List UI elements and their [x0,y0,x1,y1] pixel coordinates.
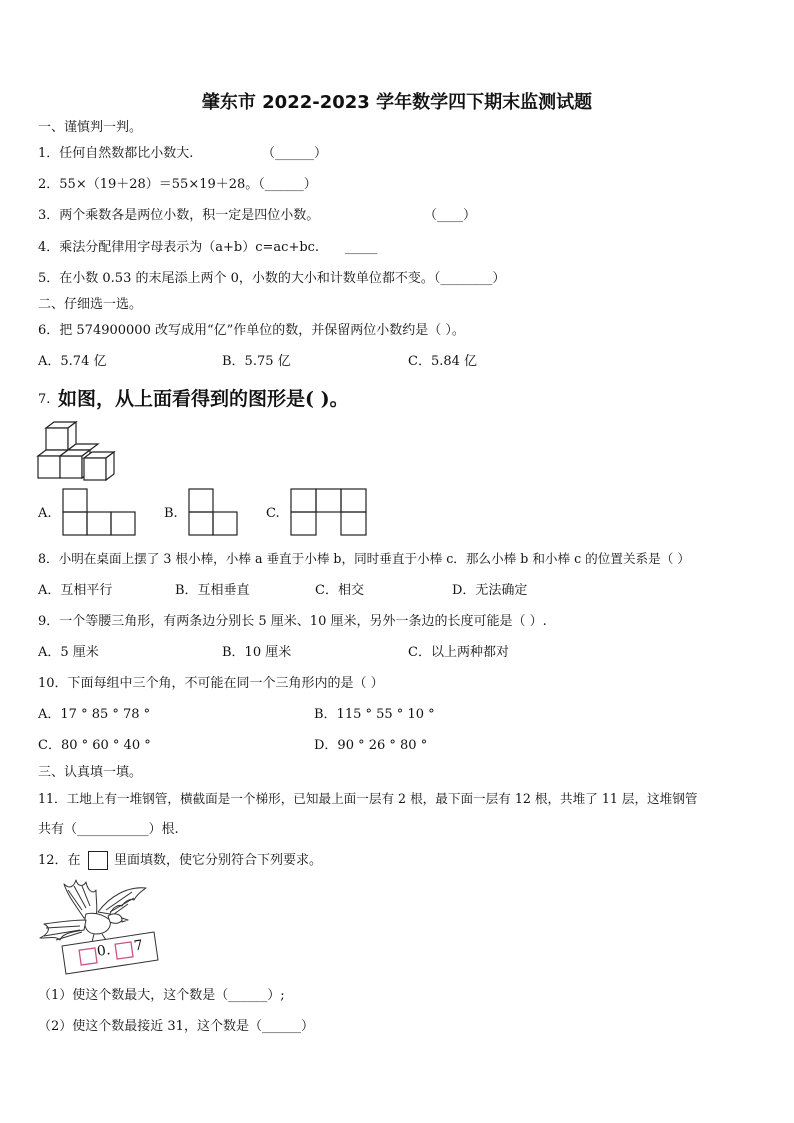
question-1-blank[interactable]: （______） [262,146,328,161]
question-11-line-2: 共有（___________）根. [38,822,179,837]
question-7: 如图，从上面看得到的图形是( )。 [58,388,349,410]
page-title: 肇东市 2022-2023 学年数学四下期末监测试题 [201,92,593,113]
question-12-sub-1: （1）使这个数最大，这个数是（______）; [38,988,285,1003]
cube-stack-figure [38,422,128,482]
question-8-option-c[interactable]: C．相交 [315,583,364,598]
card-text-decimal: 0. [95,942,112,960]
question-3: 3．两个乘数各是两位小数，积一定是四位小数。 [38,208,320,223]
question-7-option-a[interactable]: A. [38,506,52,521]
bird-with-card-illustration [36,876,168,976]
question-6-option-b[interactable]: B．5.75 亿 [222,354,291,369]
question-8-option-d[interactable]: D．无法确定 [452,583,528,598]
question-6: 6．把 574900000 改写成用“亿”作单位的数，并保留两位小数约是（ ）。 [38,323,465,338]
question-7-number: 7. [38,392,51,407]
section-1-heading: 一、谨慎判一判。 [38,120,143,135]
question-6-option-c[interactable]: C．5.84 亿 [408,354,478,369]
section-3-heading: 三、认真填一填。 [38,765,143,780]
question-9-option-b[interactable]: B．10 厘米 [222,645,292,660]
question-8-option-a[interactable]: A．互相平行 [38,583,113,598]
question-8-option-b[interactable]: B．互相垂直 [175,583,250,598]
answer-box-icon [88,851,108,870]
question-10: 10．下面每组中三个角，不可能在同一个三角形内的是（ ） [38,676,384,691]
question-3-blank[interactable]: （____） [424,208,477,223]
question-10-option-b[interactable]: B．115 ° 55 ° 10 ° [314,707,435,722]
question-4: 4．乘法分配律用字母表示为（a+b）c=ac+bc. [38,240,320,255]
section-2-heading: 二、仔细选一选。 [38,297,143,312]
question-9-option-a[interactable]: A．5 厘米 [38,645,99,660]
question-2: 2．55×（19＋28）＝55×19＋28。（______） [38,177,317,192]
question-12-instruction: 里面填数，使它分别符合下列要求。 [114,853,323,868]
option-a-grid-figure[interactable] [62,488,138,536]
question-11-line-1: 11．工地上有一堆钢管，横截面是一个梯形，已知最上面一层有 2 根，最下面一层有 12 根，共堆了 11 层，这堆钢管 [38,791,698,806]
card-text-digit: 7 [132,937,144,955]
question-10-option-c[interactable]: C．80 ° 60 ° 40 ° [38,738,151,753]
question-7-option-b[interactable]: B. [164,506,178,521]
question-10-option-d[interactable]: D．90 ° 26 ° 80 ° [314,738,428,753]
question-12-sub-2: （2）使这个数最接近 31，这个数是（______） [38,1019,314,1034]
question-10-option-a[interactable]: A．17 ° 85 ° 78 ° [38,707,151,722]
question-8: 8．小明在桌面上摆了 3 根小棒，小棒 a 垂直于小棒 b，同时垂直于小棒 c．那么小棒 b 和小棒 c 的位置关系是（ ） [38,551,690,566]
question-9-option-c[interactable]: C．以上两种都对 [408,645,509,660]
question-1: 1．任何自然数都比小数大. [38,146,194,161]
question-4-blank[interactable]: _____ [345,240,378,255]
option-b-grid-figure[interactable] [188,488,240,536]
question-12-prefix: 12．在 [38,853,81,868]
question-7-option-c[interactable]: C. [266,506,280,521]
question-5: 5．在小数 0.53 的末尾添上两个 0，小数的大小和计数单位都不变。（________） [38,271,506,286]
question-6-option-a[interactable]: A．5.74 亿 [38,354,107,369]
option-c-grid-figure[interactable] [290,488,368,536]
question-9: 9．一个等腰三角形，有两条边分别长 5 厘米、10 厘米，另外一条边的长度可能是（ ）. [38,614,547,629]
